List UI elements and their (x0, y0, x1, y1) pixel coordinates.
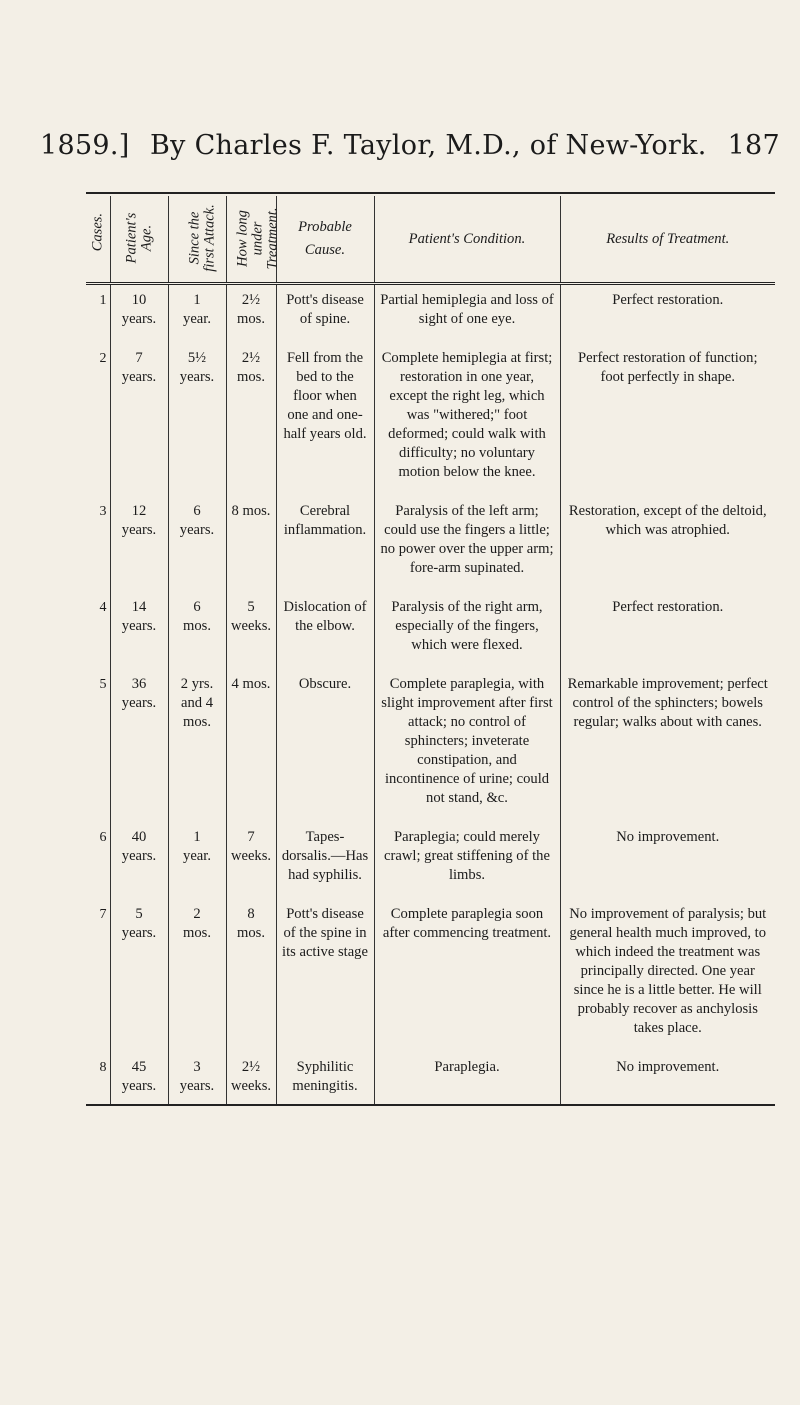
table-row (86, 822, 775, 899)
case-number: 2 (99, 351, 107, 366)
since-value: 2 yrs. (180, 676, 214, 692)
age-value: 10 (131, 292, 147, 308)
patient-condition: Complete paraplegia, with slight improvement after first attack; no control of sphincters; inveterate constipation, and incontinence of urine; could not stand, &c. (374, 669, 560, 822)
patient-condition: Paraplegia. (374, 1052, 560, 1105)
treatment-result: No improvement. (560, 1052, 775, 1105)
treatment-value: 8 (247, 906, 255, 922)
since-first-attack (168, 284, 226, 344)
since-value: 1 (193, 292, 201, 308)
header-cases: Cases. (86, 196, 110, 284)
since-unit: year. (183, 311, 211, 327)
treatment-duration (226, 592, 276, 669)
header-how-long-line2: under (248, 221, 265, 255)
header-cause (276, 196, 374, 284)
treatment-value: 8 mos. (231, 503, 271, 519)
treatment-duration (226, 1052, 276, 1105)
table-row (86, 899, 775, 1052)
probable-cause: Tapes-dorsalis.—Has had syphilis. (276, 822, 374, 899)
age-value: 5 (135, 906, 143, 922)
age-unit: years. (121, 618, 157, 634)
age-unit: years. (121, 695, 157, 711)
since-unit: years. (179, 522, 215, 538)
since-first-attack (168, 822, 226, 899)
patient-age (110, 822, 168, 899)
header-since-line2: first Attack. (201, 204, 218, 272)
treatment-duration (226, 669, 276, 822)
header-age (110, 196, 168, 284)
since-value: 5½ (187, 350, 207, 366)
case-number: 6 (99, 830, 107, 845)
header-since (168, 196, 226, 284)
age-value: 14 (131, 599, 147, 615)
treatment-value: 2½ (241, 350, 261, 366)
treatment-duration (226, 899, 276, 1052)
patient-age (110, 669, 168, 822)
header-results: Results of Treatment. (560, 196, 775, 284)
patient-condition: Paralysis of the left arm; could use the fingers a little; no power over the upper arm; fore-arm supinated. (374, 496, 560, 592)
age-value: 40 (131, 829, 147, 845)
since-value: 2 (193, 906, 201, 922)
header-cause-line2: Cause. (304, 242, 346, 258)
since-value: 3 (193, 1059, 201, 1075)
treatment-result: No improvement of paralysis; but general health much improved, to which indeed the treatment was principally directed. One year since he is a little better. He will probably recover as anchylosis takes place. (560, 899, 775, 1052)
running-head-title: By Charles F. Taylor, M.D., of New-York. (150, 130, 707, 161)
age-value: 45 (131, 1059, 147, 1075)
since-unit: years. (179, 369, 215, 385)
probable-cause: Pott's disease of spine. (276, 284, 374, 344)
age-unit: years. (121, 311, 157, 327)
treatment-result: Remarkable improvement; perfect control of the sphincters; bowels regular; walks about with canes. (560, 669, 775, 822)
probable-cause: Syphilitic meningitis. (276, 1052, 374, 1105)
table-row (86, 669, 775, 822)
header-cause-line1: Probable (298, 219, 352, 235)
patient-age (110, 284, 168, 344)
treatment-duration (226, 496, 276, 592)
probable-cause: Pott's disease of the spine in its active stage (276, 899, 374, 1052)
treatment-result: Restoration, except of the deltoid, which was atrophied. (560, 496, 775, 592)
since-unit: and 4 mos. (180, 695, 214, 730)
treatment-unit: mos. (237, 925, 265, 941)
treatment-unit: mos. (237, 311, 265, 327)
patient-condition: Paralysis of the right arm, especially of the fingers, which were flexed. (374, 592, 560, 669)
since-unit: mos. (183, 618, 211, 634)
treatment-result: Perfect restoration of function; foot perfectly in shape. (560, 343, 775, 496)
patient-condition: Partial hemiplegia and loss of sight of one eye. (374, 284, 560, 344)
table-row (86, 284, 775, 344)
case-number: 5 (99, 677, 107, 692)
treatment-unit: weeks. (230, 848, 272, 864)
age-value: 36 (131, 676, 147, 692)
since-value: 1 (193, 829, 201, 845)
treatment-value: 2½ (241, 292, 261, 308)
header-how-long-line1: How long (233, 209, 250, 267)
age-value: 12 (131, 503, 147, 519)
treatment-value: 7 (247, 829, 255, 845)
age-unit: years. (121, 925, 157, 941)
since-first-attack (168, 669, 226, 822)
since-value: 6 (193, 599, 201, 615)
table-row (86, 1052, 775, 1105)
case-number: 1 (99, 293, 107, 308)
page-number: 187 (727, 130, 780, 161)
probable-cause: Obscure. (276, 669, 374, 822)
running-head-year: 1859.] (40, 130, 130, 161)
table-row (86, 496, 775, 592)
table-row (86, 343, 775, 496)
patient-age (110, 592, 168, 669)
treatment-result: No improvement. (560, 822, 775, 899)
treatment-unit: mos. (237, 369, 265, 385)
since-value: 6 (193, 503, 201, 519)
age-unit: years. (121, 1078, 157, 1094)
treatment-value: 2½ (241, 1059, 261, 1075)
probable-cause: Cerebral inflammation. (276, 496, 374, 592)
patient-condition: Paraplegia; could merely crawl; great stiffening of the limbs. (374, 822, 560, 899)
header-row (86, 196, 775, 284)
since-unit: mos. (183, 925, 211, 941)
treatment-value: 5 (247, 599, 255, 615)
patient-condition: Complete paraplegia soon after commencing treatment. (374, 899, 560, 1052)
since-first-attack (168, 592, 226, 669)
case-number: 7 (99, 907, 107, 922)
age-unit: years. (121, 369, 157, 385)
since-unit: years. (179, 1078, 215, 1094)
treatment-value: 4 mos. (231, 676, 271, 692)
probable-cause: Fell from the bed to the floor when one and one-half years old. (276, 343, 374, 496)
since-first-attack (168, 496, 226, 592)
header-age-line2: Age. (138, 224, 154, 252)
patient-age (110, 343, 168, 496)
treatment-unit: weeks. (230, 618, 272, 634)
patient-age (110, 1052, 168, 1105)
patient-condition: Complete hemiplegia at first; restoration in one year, except the right leg, which was "withered;" foot deformed; could walk with difficulty; no voluntary motion below the knee. (374, 343, 560, 496)
patient-age (110, 496, 168, 592)
case-number: 4 (99, 600, 107, 615)
patient-age (110, 899, 168, 1052)
case-number: 8 (86, 1052, 110, 1105)
treatment-duration (226, 822, 276, 899)
since-unit: year. (183, 848, 211, 864)
age-unit: years. (121, 522, 157, 538)
header-how-long (226, 196, 280, 284)
treatment-result: Perfect restoration. (560, 592, 775, 669)
header-age-line1: Patient's (123, 212, 139, 264)
header-since-line1: Since the (186, 211, 203, 265)
treatment-duration (226, 284, 276, 344)
treatment-duration (226, 343, 276, 496)
since-first-attack (168, 1052, 226, 1105)
age-unit: years. (121, 848, 157, 864)
age-value: 7 (135, 350, 143, 366)
case-number: 3 (99, 504, 107, 519)
since-first-attack (168, 899, 226, 1052)
treatment-unit: weeks. (230, 1078, 272, 1094)
table-row (86, 592, 775, 669)
since-first-attack (168, 343, 226, 496)
top-rule (86, 192, 775, 194)
probable-cause: Dislocation of the elbow. (276, 592, 374, 669)
case-table (86, 196, 775, 1106)
treatment-result: Perfect restoration. (560, 284, 775, 344)
header-how-long-line3: Treatment. (263, 207, 280, 269)
header-condition: Patient's Condition. (374, 196, 560, 284)
